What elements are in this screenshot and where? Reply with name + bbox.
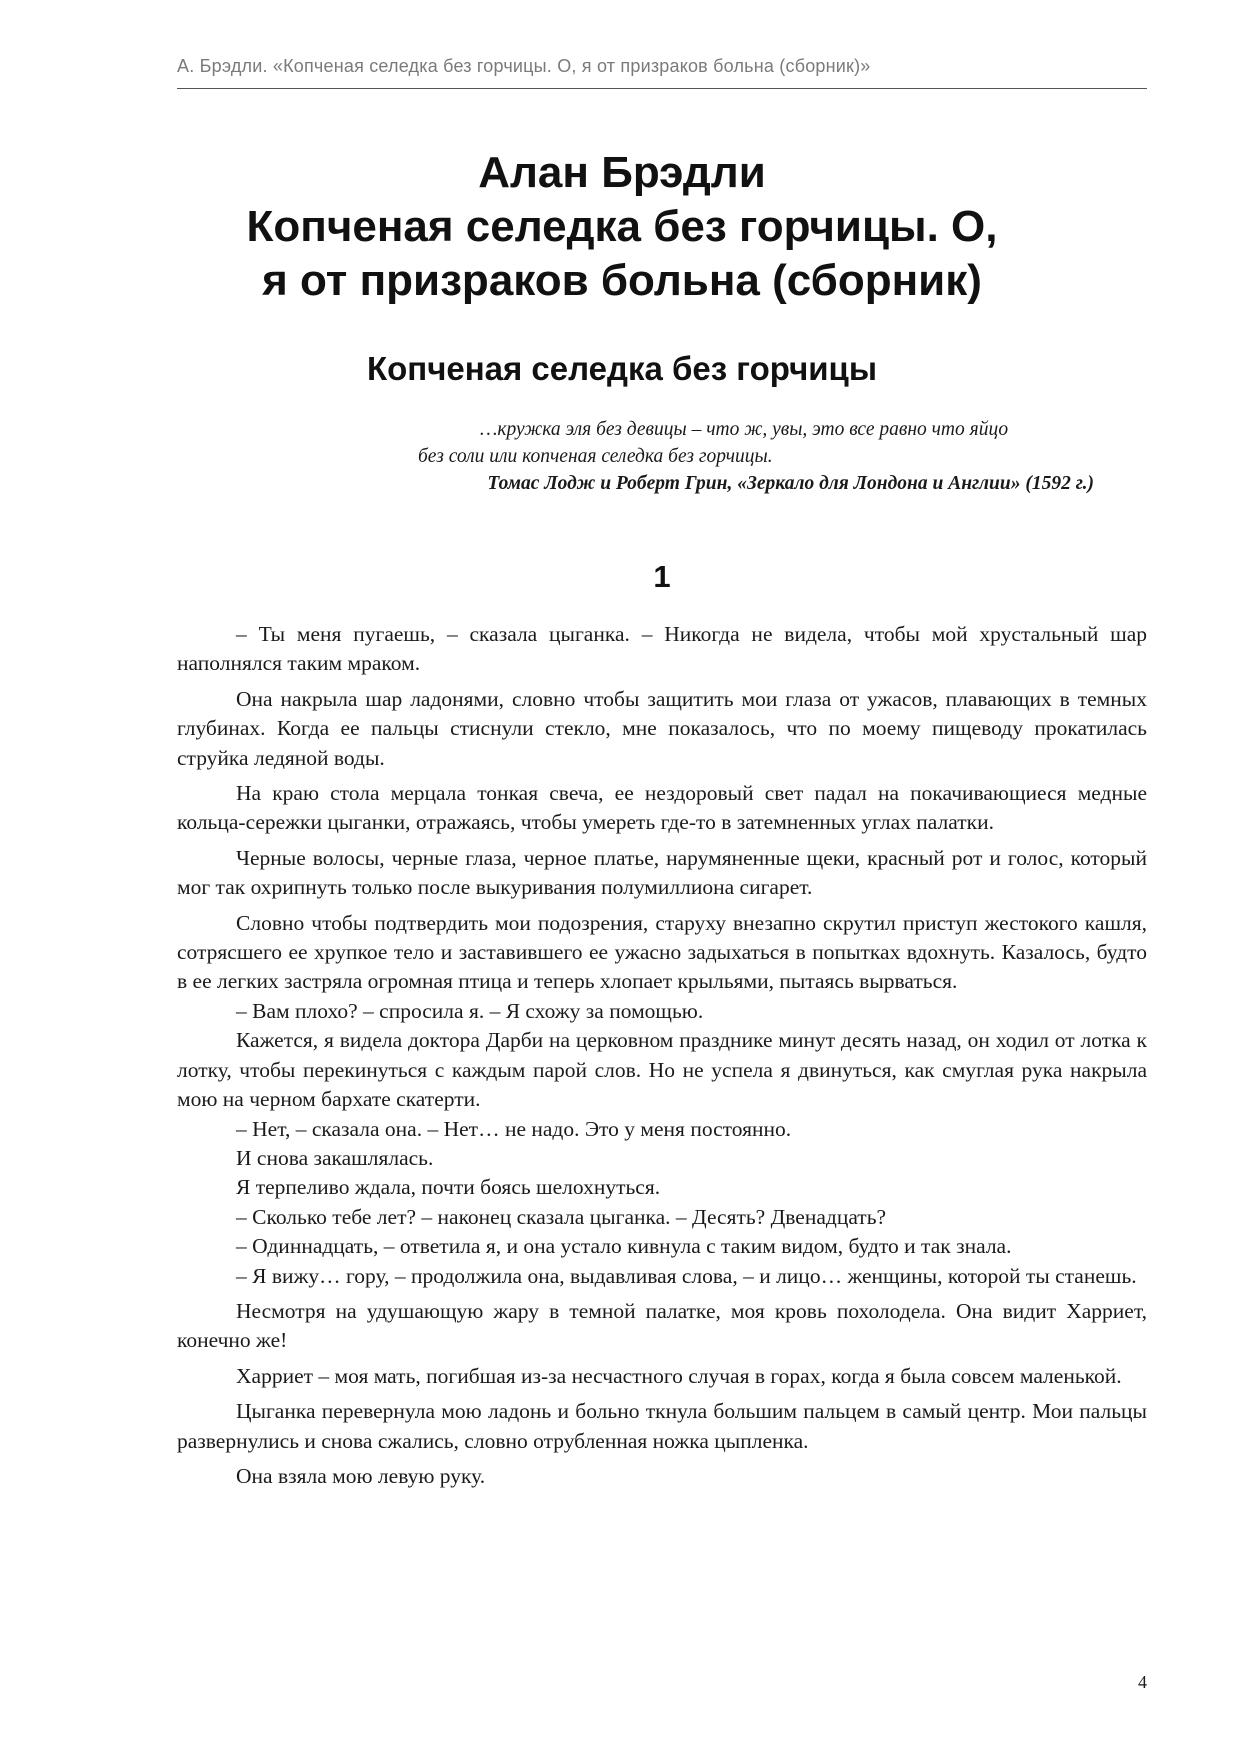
paragraph: И снова закашлялась. [236, 1145, 434, 1170]
paragraph: – Нет, – сказала она. – Нет… не надо. Это у меня постоянно. [236, 1116, 792, 1141]
epigraph-source: Томас Лодж и Роберт Грин, «Зеркало для Лондона и Англии» (1592 г.) [487, 473, 1094, 494]
paragraph: – Я вижу… гору, – продолжила она, выдавливая слова, – и лицо… женщины, которой ты станешь. [236, 1263, 1137, 1288]
paragraph: Словно чтобы подтвердить мои подозрения, старуху внезапно скрутил приступ жестокого кашля, сотрясшего ее хрупкое тело и заставившего ее ужасно задыхаться в попытках вдохнуть. Казалось, будто в ее легких застряла огромная птица и теперь хлопает крыльями, пытаясь вырваться. [177, 910, 1147, 994]
story-title: Копченая селедка без горчицы [366, 350, 878, 387]
paragraph: Несмотря на удушающую жару в темной палатке, моя кровь похолодела. Она видит Харриет, конечно же! [177, 1298, 1147, 1353]
epigraph [418, 416, 1094, 497]
paragraph: Кажется, я видела доктора Дарби на церковном празднике минут десять назад, он ходил от лотка к лотку, чтобы перекинуться с каждым парой слов. Но не успела я двинуться, как смуглая рука накрыла мою на черном бархате скатерти. [177, 1028, 1147, 1112]
paragraph: Харриет – моя мать, погибшая из-за несчастного случая в горах, когда я была совсем маленькой. [236, 1363, 1122, 1388]
paragraph: – Ты меня пугаешь, – сказала цыганка. – Никогда не видела, чтобы мой хрустальный шар наполнялся таким мраком. [177, 622, 1147, 676]
epigraph-line: …кружка эля без девицы – что ж, увы, это все равно что яйцо [480, 419, 1009, 440]
paragraph: Черные волосы, черные глаза, черное платье, нарумяненные щеки, красный рот и голос, который мог так охрипнуть только после выкуривания полумиллиона сигарет. [177, 845, 1147, 900]
paragraph: – Одиннадцать, – ответила я, и она устало кивнула с таким видом, будто и так знала. [236, 1234, 1012, 1259]
epigraph-line: без соли или копченая селедка без горчицы. [418, 446, 773, 467]
paragraph: На краю стола мерцала тонкая свеча, ее нездоровый свет падал на покачивающиеся медные кольца-сережки цыганки, отражаясь, чтобы умереть где-то в затемненных углах палатки. [177, 781, 1147, 835]
paragraph: Она взяла мою левую руку. [236, 1463, 486, 1488]
paragraph: Цыганка перевернула мою ладонь и больно ткнула большим пальцем в самый центр. Мои пальцы развернулись и снова сжались, словно отрубленная ножка цыпленка. [177, 1399, 1147, 1453]
book-title-line: я от призраков больна (сборник) [262, 256, 982, 305]
paragraph: – Сколько тебе лет? – наконец сказала цыганка. – Десять? Двенадцать? [236, 1204, 887, 1229]
paragraph: Она накрыла шар ладонями, словно чтобы защитить мои глаза от ужасов, плавающих в темных глубинах. Когда ее пальцы стиснули стекло, мне показалось, что по моему пищеводу прокатилась струйка ледяной воды. [177, 686, 1147, 770]
book-title-line: Копченая селедка без горчицы. О, [246, 202, 998, 251]
paragraph: – Вам плохо? – спросила я. – Я схожу за помощью. [236, 998, 704, 1023]
body-text [177, 620, 1147, 1491]
header-rule [177, 88, 1147, 89]
chapter-number: 1 [653, 559, 671, 594]
running-header: А. Брэдли. «Копченая селедка без горчицы. О, я от призраков больна (сборник)» [177, 56, 871, 76]
book-title [177, 146, 1067, 308]
page-number: 4 [1138, 1672, 1147, 1692]
paragraph: Я терпеливо ждала, почти боясь шелохнуться. [236, 1175, 661, 1200]
book-title-line: Алан Брэдли [478, 148, 766, 197]
